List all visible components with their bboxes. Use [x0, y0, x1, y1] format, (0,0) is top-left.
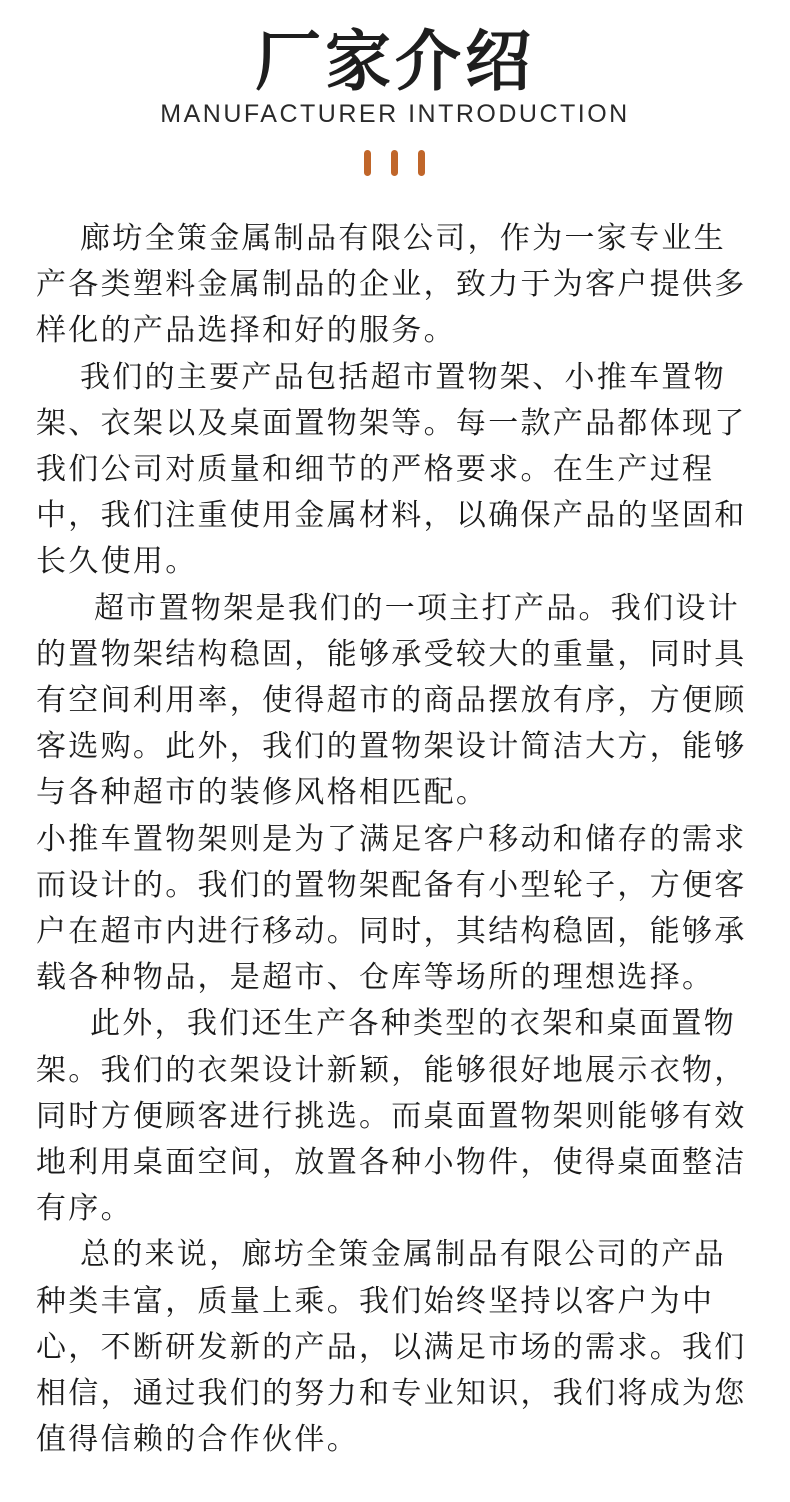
decorative-bar [418, 150, 425, 176]
decorative-bars-icon [362, 150, 428, 176]
introduction-body [36, 216, 758, 1463]
decorative-bar [391, 150, 398, 176]
paragraph-main-products: 我们的主要产品包括超市置物架、小推车置物架、衣架以及桌面置物架等。每一款产品都体现了我们公司对质量和细节的严格要求。在生产过程中，我们注重使用金属材料，以确保产品的坚固和长久使用。 [36, 359, 747, 580]
page-header [0, 0, 790, 200]
page-subtitle: MANUFACTURER INTRODUCTION [160, 100, 630, 128]
decorative-bar [364, 150, 371, 176]
paragraph-company-overview: 廊坊全策金属制品有限公司，作为一家专业生产各类塑料金属制品的企业，致力于为客户提供多样化的产品选择和好的服务。 [36, 221, 747, 349]
paragraph-trolley-shelves: 小推车置物架则是为了满足客户移动和储存的需求而设计的。我们的置物架配备有小型轮子，方便客户在超市内进行移动。同时，其结构稳固，能够承载各种物品，是超市、仓库等场所的理想选择。 [36, 821, 747, 996]
page-title: 厂家介绍 [255, 23, 535, 100]
paragraph-hangers-desktop: 此外，我们还生产各种类型的衣架和桌面置物架。我们的衣架设计新颖，能够很好地展示衣物，同时方便顾客进行挑选。而桌面置物架则能够有效地利用桌面空间，放置各种小物件，使得桌面整洁有序。 [36, 1006, 747, 1227]
paragraph-conclusion: 总的来说，廊坊全策金属制品有限公司的产品种类丰富，质量上乘。我们始终坚持以客户为中心，不断研发新的产品，以满足市场的需求。我们相信，通过我们的努力和专业知识，我们将成为您值得信赖的合作伙伴。 [36, 1237, 747, 1458]
paragraph-supermarket-shelves: 超市置物架是我们的一项主打产品。我们设计的置物架结构稳固，能够承受较大的重量，同时具有空间利用率，使得超市的商品摆放有序，方便顾客选购。此外，我们的置物架设计简洁大方，能够与各种超市的装修风格相匹配。 [36, 590, 747, 811]
